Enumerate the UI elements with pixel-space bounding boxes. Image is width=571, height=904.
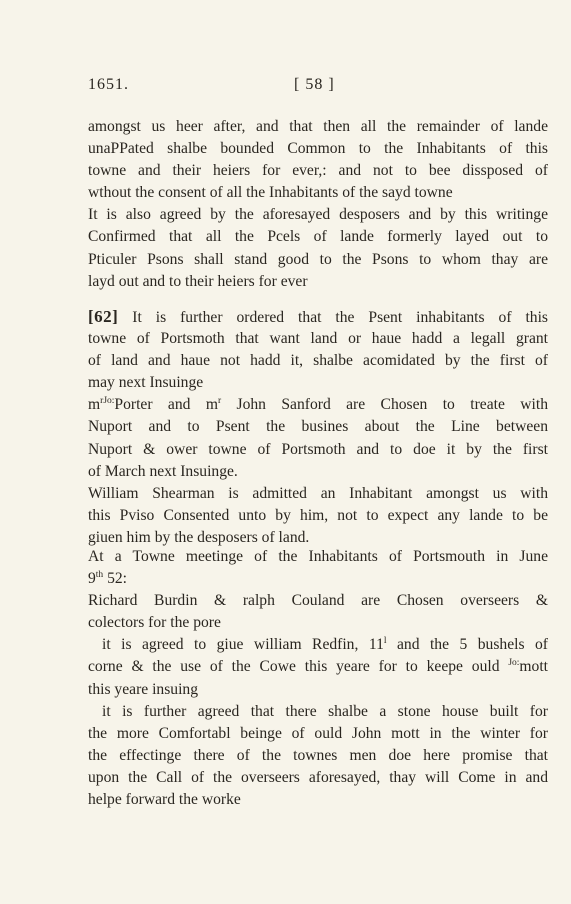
text-run: 9 (88, 570, 96, 588)
text-line: towne of Portsmoth that want land or haue hadd a legall grant (88, 330, 548, 348)
text-run: 52: (103, 570, 128, 588)
text-line: Pticuler Psons shall stand good to the Psons to whom thay are (88, 250, 548, 268)
text-line: Confirmed that all the Pcels of lande formerly layed out to (88, 228, 548, 246)
page-year: 1651. (88, 76, 129, 93)
text-run: corne & the use of the Cowe this yeare for to keepe ould (88, 658, 509, 676)
text-line (88, 394, 548, 416)
paragraph-town-meeting (88, 546, 548, 811)
text-line: William Shearman is admitted an Inhabitant amongst us with (88, 484, 548, 502)
text-line: the more Comfortabl beinge of ould John mott in the winter for (88, 724, 548, 742)
text-run: and the 5 bushels of (386, 636, 548, 654)
paragraph-item-62 (88, 306, 548, 549)
text-line: Richard Burdin & ralph Couland are Chosen overseers & (88, 592, 548, 610)
text-line: Nuport and to Psent the busines about the Line between (88, 418, 548, 436)
text-line (88, 568, 548, 590)
text-line: Nuport & ower towne of Portsmoth and to doe it by the first (88, 440, 548, 458)
page-header (88, 76, 548, 100)
text-line: of March next Insuinge. (88, 462, 238, 480)
text-line: towne and their heiers for ever,: and not to bee dissposed of (88, 162, 548, 180)
text-line: this Pviso Consented unto by him, not to expect any lande to be (88, 506, 548, 524)
text-line: It is also agreed by the aforesayed desposers and by this writinge (88, 206, 548, 224)
text-line: unaPPated shalbe bounded Common to the Inhabitants of this (88, 140, 548, 158)
text-run: Porter and m (114, 396, 218, 414)
superscript: th (95, 570, 104, 581)
text-run: mott (519, 658, 548, 676)
superscript: Jo: (103, 396, 115, 407)
text-line: At a Towne meetinge of the Inhabitants of Portsmouth in June (88, 548, 548, 565)
text-run: John Sanford are Chosen to treate with (221, 396, 548, 414)
text-line: layd out and to their heiers for ever (88, 272, 308, 290)
text-line (88, 656, 548, 678)
text-line: of land and haue not hadd it, shalbe acomidated by the first of (88, 352, 548, 370)
superscript: Jo: (508, 658, 520, 669)
text-line: upon the Call of the overseers aforesayed, thay will Come in and (88, 768, 548, 786)
superscript: r (100, 396, 104, 407)
superscript: l (383, 636, 387, 647)
text-line: the effectinge there of the townes men doe here promise that (88, 746, 548, 764)
text-line: this yeare insuing (88, 680, 199, 698)
document-page (88, 0, 548, 904)
text-line (88, 634, 548, 656)
text-line: may next Insuinge (88, 374, 204, 392)
page-number: [ 58 ] (294, 76, 335, 93)
text-line: giuen him by the desposers of land. (88, 528, 310, 546)
text-line: colectors for the pore (88, 614, 221, 632)
text-run: It is further ordered that the Psent inhabitants of this (132, 309, 548, 326)
text-line: wthout the consent of all the Inhabitants of the sayd towne (88, 184, 453, 202)
text-line: it is further agreed that there shalbe a stone house built for (102, 702, 548, 720)
text-line: amongst us heer after, and that then all the remainder of lande (88, 118, 548, 135)
text-line (88, 306, 548, 328)
text-line: helpe forward the worke (88, 791, 241, 809)
item-number-marker: [62] (88, 307, 119, 326)
text-run: m (88, 396, 101, 414)
text-run: it is agreed to giue william Redfin, 11 (102, 636, 384, 654)
paragraph-land-commons (88, 116, 548, 293)
superscript: r (217, 396, 222, 407)
